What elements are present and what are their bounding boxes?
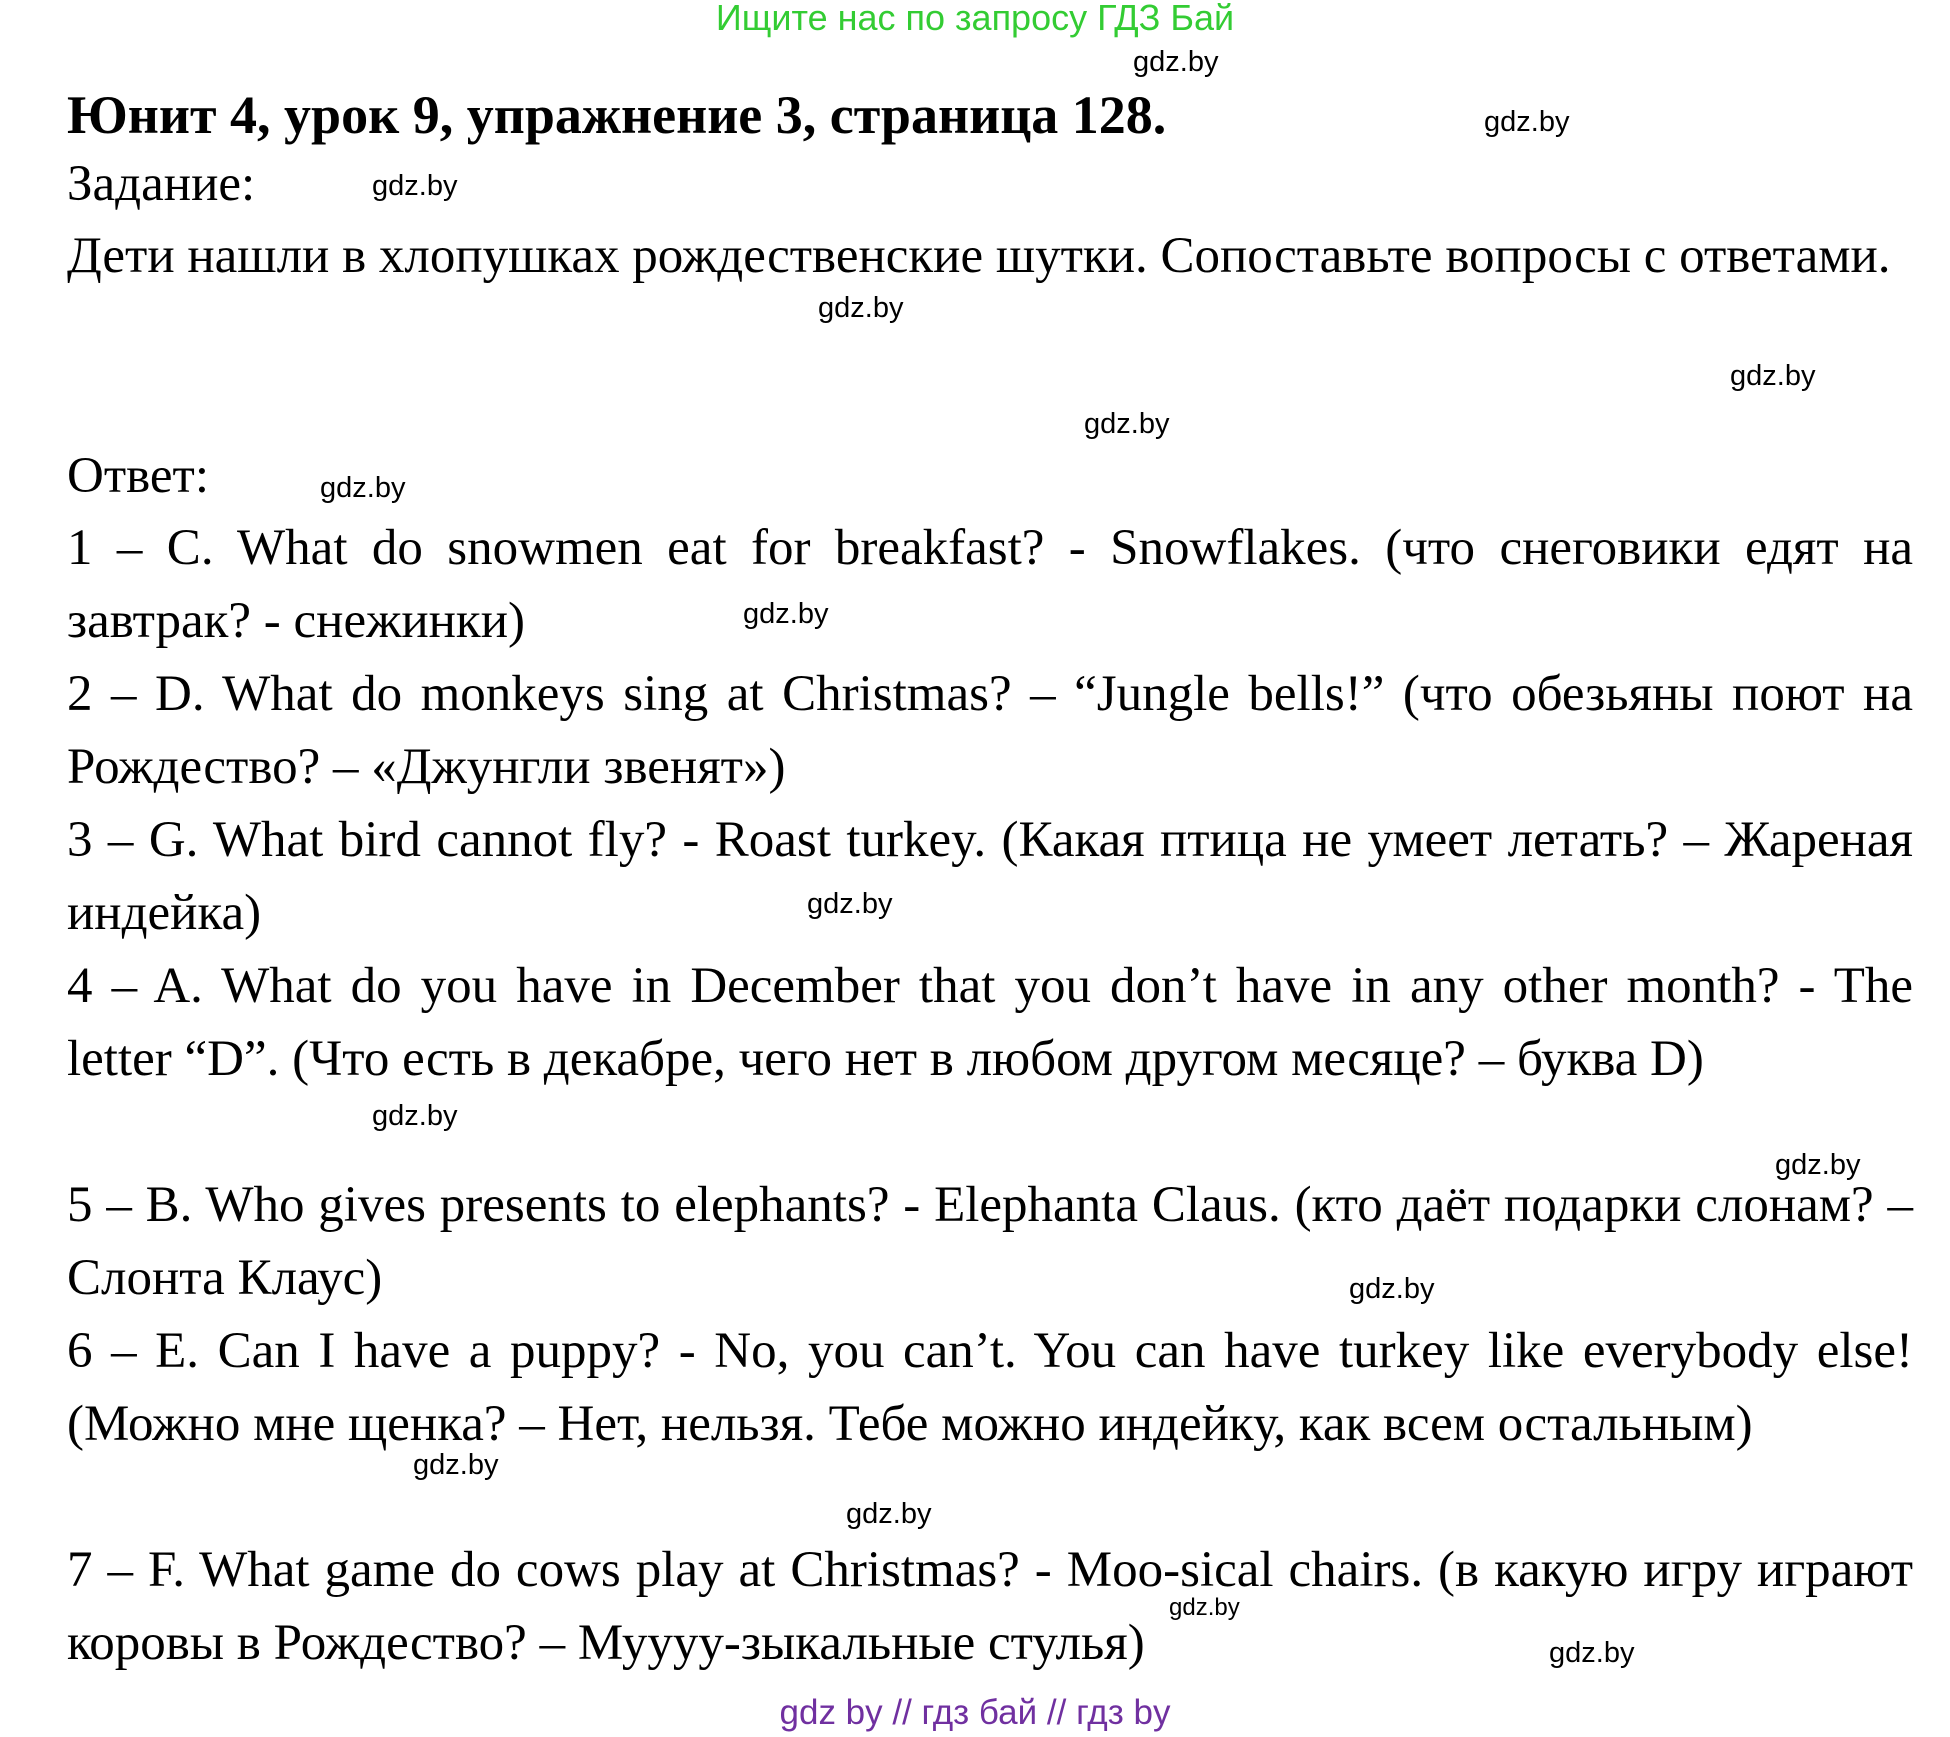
answer-item-1: 1 – C. What do snowmen eat for breakfast? - Snowflakes. (что снеговики едят на завтрак? - снежинки) xyxy=(67,520,1913,649)
answer-item-5: 5 – B. Who gives presents to elephants? - Elephanta Claus. (кто даёт подарки слонам? – Слонта Клаус) xyxy=(67,1177,1913,1306)
answer-item-2: 2 – D. What do monkeys sing at Christmas? – “Jungle bells!” (что обезьяны поют на Рождество? – «Джунгли звенят») xyxy=(67,666,1913,795)
watermark: gdz.by xyxy=(1730,360,1816,392)
footer: gdz by // гдз бай // гдз by xyxy=(779,1693,1171,1732)
watermark: gdz.by xyxy=(846,1498,932,1530)
watermark: gdz.by xyxy=(1084,408,1170,440)
watermark: gdz.by xyxy=(807,888,893,920)
top-banner: Ищите нас по запросу ГДЗ Бай xyxy=(715,0,1235,38)
watermark: gdz.by xyxy=(1133,46,1219,78)
watermark: gdz.by xyxy=(413,1449,499,1481)
answer-item-6: 6 – E. Can I have a puppy? - No, you can’t. You can have turkey like everybody else! (Можно мне щенка? – Нет, нельзя. Тебе можно индейку, как всем остальным) xyxy=(67,1323,1913,1452)
page-title: Юнит 4, урок 9, упражнение 3, страница 128. xyxy=(67,85,1167,145)
watermark: gdz.by xyxy=(372,170,458,202)
answer-item-4: 4 – A. What do you have in December that you don’t have in any other month? - The letter “D”. (Что есть в декабре, чего нет в любом другом месяце? – буква D) xyxy=(67,958,1913,1087)
watermark: gdz.by xyxy=(1549,1637,1635,1669)
task-label: Задание: xyxy=(67,156,256,212)
watermark: gdz.by xyxy=(743,598,829,630)
watermark: gdz.by xyxy=(1775,1149,1861,1181)
answer-label: Ответ: xyxy=(67,448,209,504)
task-text: Дети нашли в хлопушках рождественские шутки. Сопоставьте вопросы с ответами. xyxy=(67,228,1891,284)
watermark: gdz.by xyxy=(1484,106,1570,138)
answer-item-7: 7 – F. What game do cows play at Christmas? - Moo-sical chairs. (в какую игру играют коровы в Рождество? – Муууу-зыкальные стулья) xyxy=(67,1542,1913,1671)
watermark: gdz.by xyxy=(1349,1273,1435,1305)
watermark: gdz.by xyxy=(818,292,904,324)
watermark: gdz.by xyxy=(320,472,406,504)
watermark: gdz.by xyxy=(372,1100,458,1132)
watermark: gdz.by xyxy=(1169,1594,1240,1621)
answer-item-3: 3 – G. What bird cannot fly? - Roast turkey. (Какая птица не умеет летать? – Жареная индейка) xyxy=(67,812,1913,941)
